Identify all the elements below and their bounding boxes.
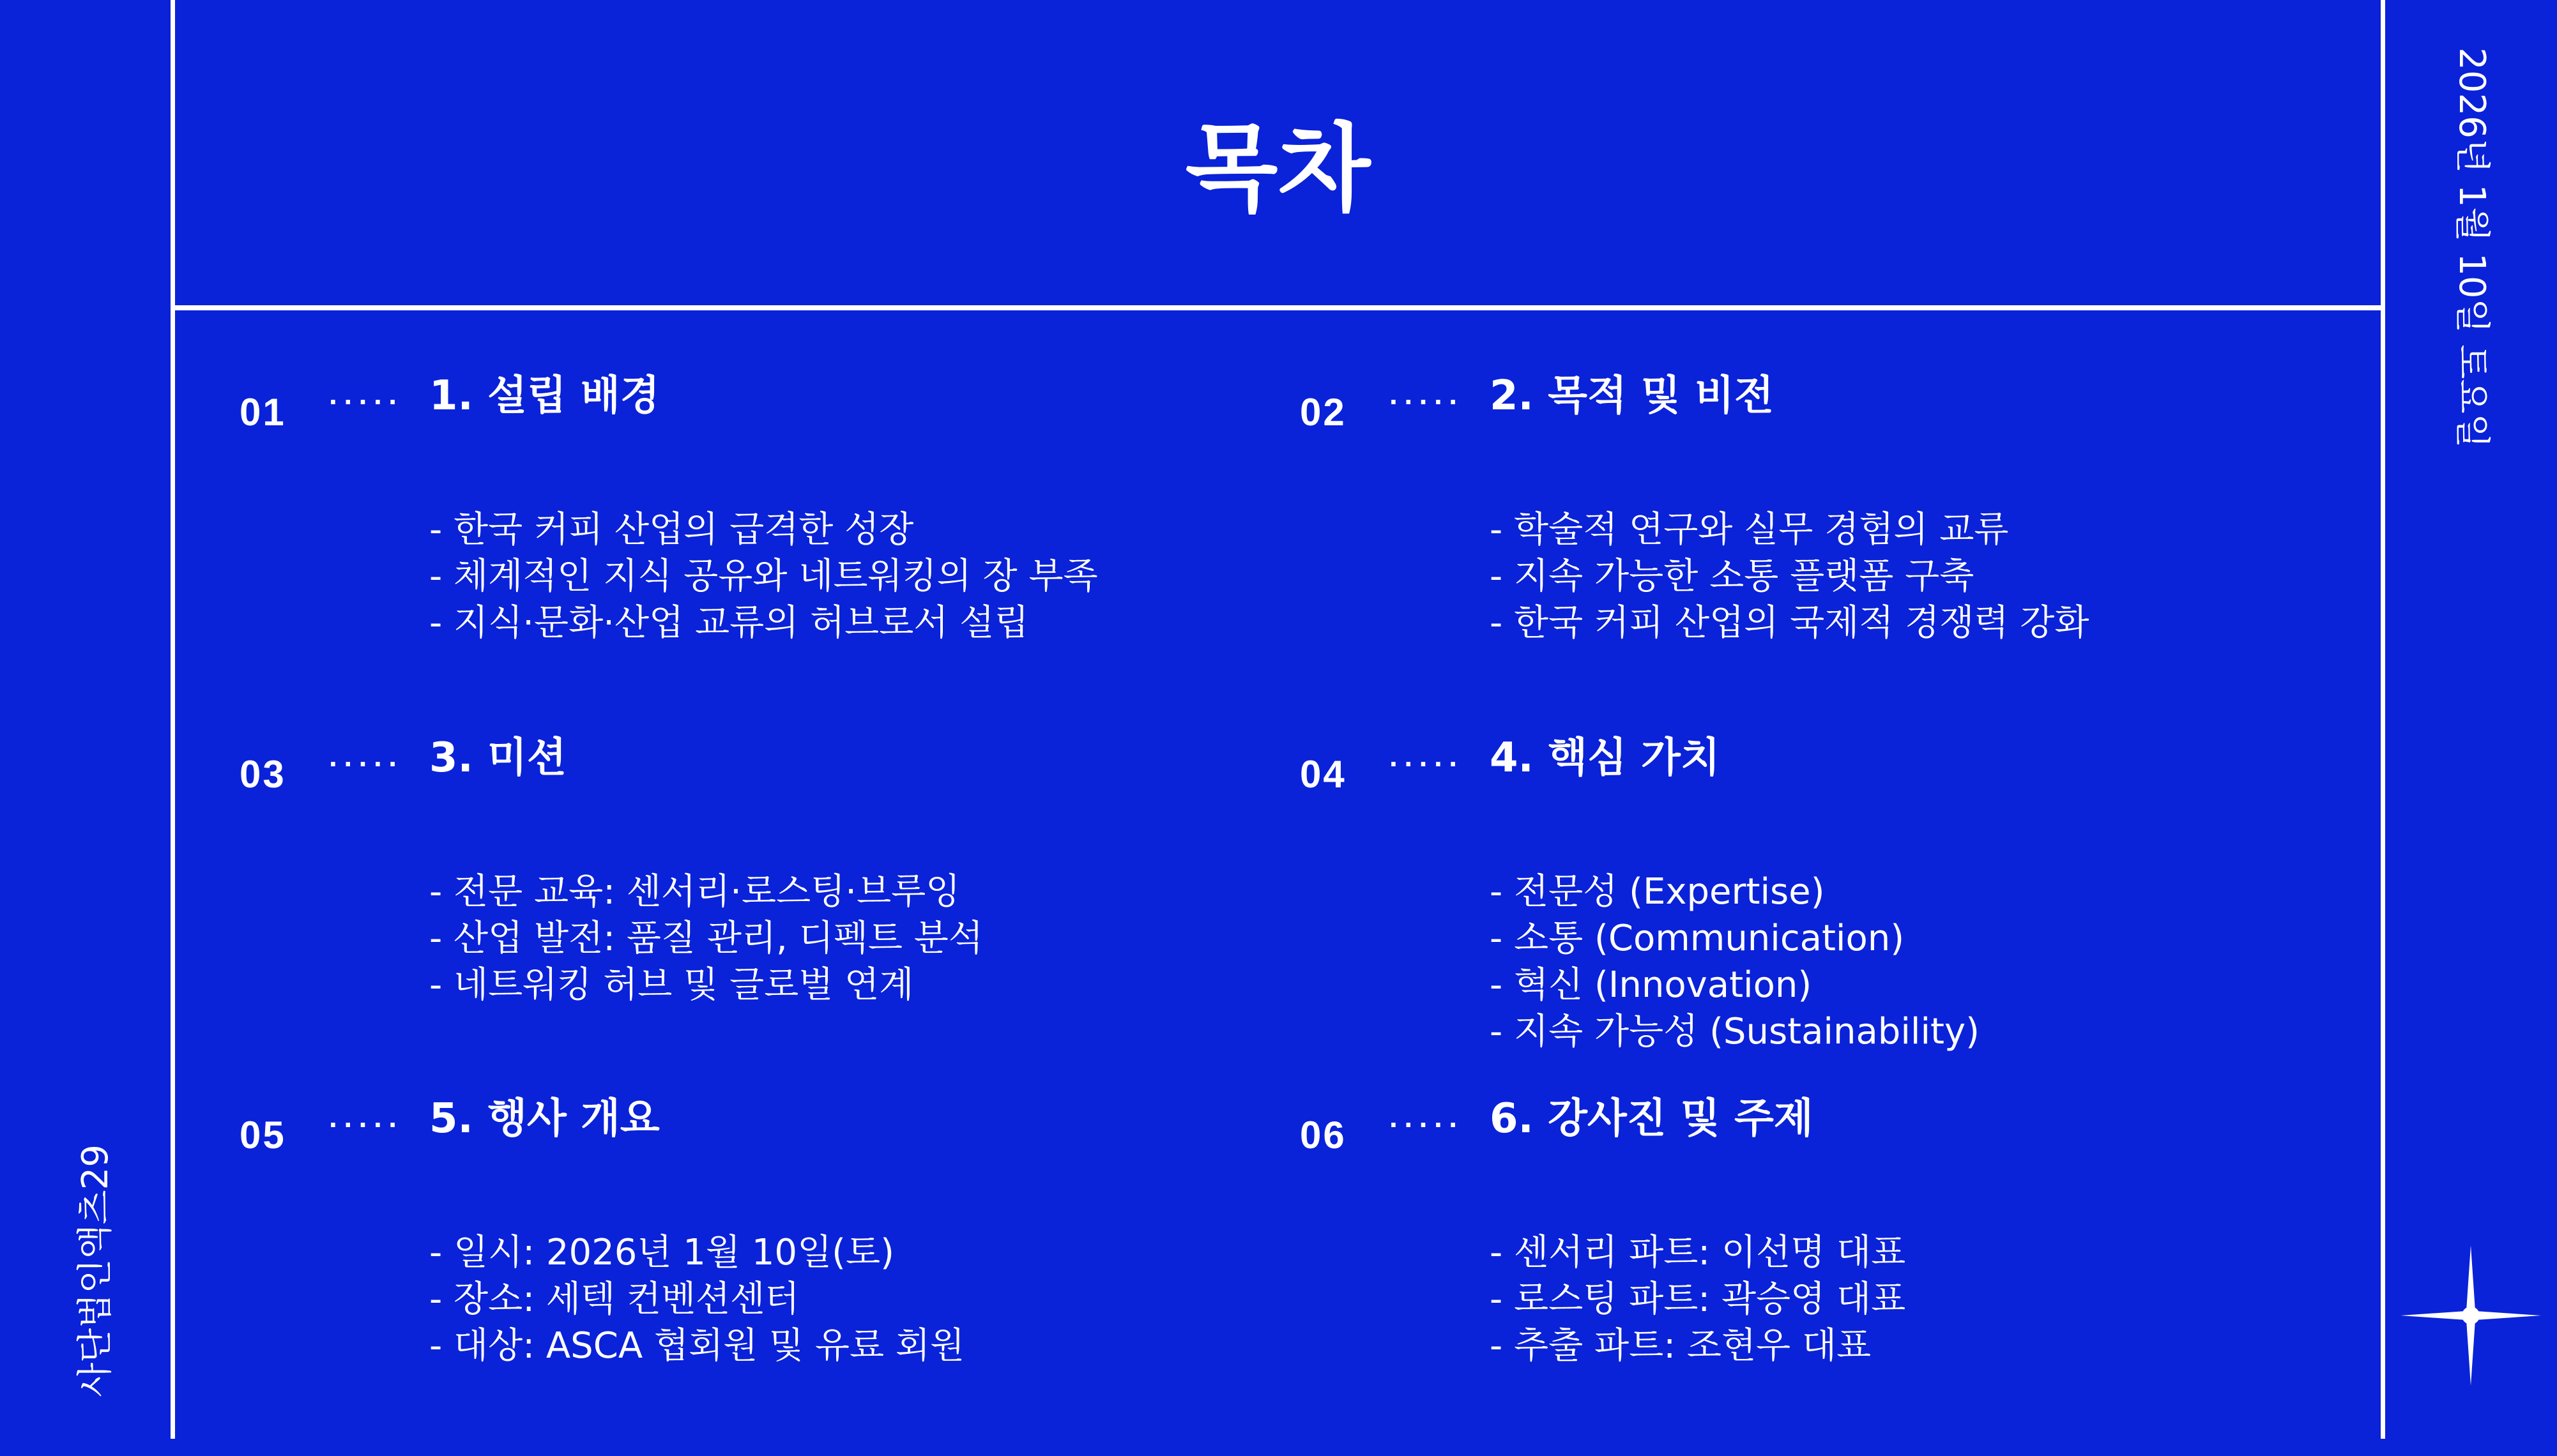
list-item: - 대상: ASCA 협회원 및 유료 회원 [429, 1325, 965, 1367]
list-item: - 체계적인 지식 공유와 네트워킹의 장 부족 [429, 556, 1098, 597]
leader-dots: ····· [1389, 385, 1464, 418]
toc-section-6 [1300, 1095, 2258, 1456]
section-heading: 2. 목적 및 비전 [1490, 372, 1774, 420]
section-number: 02 [1300, 391, 1347, 434]
list-item: - 소통 (Communication) [1490, 918, 1905, 959]
leader-dots: ····· [1389, 747, 1464, 780]
section-heading: 3. 미션 [429, 734, 567, 782]
toc-section-4 [1300, 734, 2258, 1095]
sparkle-star-icon [2401, 1245, 2541, 1386]
list-item: - 혁신 (Innovation) [1490, 964, 1812, 1006]
list-item: - 한국 커피 산업의 국제적 경쟁력 강화 [1490, 602, 2089, 644]
list-item: - 장소: 세텍 컨벤션센터 [429, 1278, 800, 1320]
toc-section-5 [240, 1095, 1198, 1456]
list-item: - 네트워킹 허브 및 글로벌 연계 [429, 964, 914, 1006]
section-number: 06 [1300, 1114, 1347, 1156]
list-item: - 센서리 파트: 이선명 대표 [1490, 1232, 1906, 1273]
list-item: - 한국 커피 산업의 급격한 성장 [429, 509, 914, 550]
list-item: - 로스팅 파트: 곽승영 대표 [1490, 1278, 1906, 1320]
section-number: 01 [240, 391, 286, 434]
list-item: - 추출 파트: 조현우 대표 [1490, 1325, 1872, 1367]
section-items [1490, 868, 1980, 1055]
title-divider-line [171, 305, 2385, 310]
section-items [429, 868, 983, 1008]
left-divider-line [171, 0, 175, 1439]
list-item: - 지속 가능성 (Sustainability) [1490, 1011, 1980, 1052]
leader-dots: ····· [329, 747, 404, 780]
list-item: - 지식·문화·산업 교류의 허브로서 설립 [429, 602, 1029, 644]
section-number: 05 [240, 1114, 286, 1156]
section-items [1490, 1229, 1905, 1369]
section-heading: 1. 설립 배경 [429, 372, 660, 420]
list-item: - 전문 교육: 센서리·로스팅·브루잉 [429, 871, 961, 913]
organization-name: 사단법인액츠29 [75, 1144, 116, 1397]
section-heading: 6. 강사진 및 주제 [1490, 1095, 1813, 1142]
list-item: - 산업 발전: 품질 관리, 디펙트 분석 [429, 918, 983, 959]
page-title: 목차 [1185, 114, 1371, 225]
section-number: 04 [1300, 753, 1347, 796]
leader-dots: ····· [329, 385, 404, 418]
list-item: - 학술적 연구와 실무 경험의 교류 [1490, 509, 2009, 550]
section-items [429, 506, 1098, 646]
list-item: - 전문성 (Expertise) [1490, 871, 1825, 913]
list-item: - 지속 가능한 소통 플랫폼 구축 [1490, 556, 1974, 597]
section-heading: 5. 행사 개요 [429, 1095, 660, 1142]
leader-dots: ····· [329, 1108, 404, 1141]
event-date: 2026년 1월 10일 토요일 [2451, 47, 2492, 448]
section-heading: 4. 핵심 가치 [1490, 734, 1720, 782]
leader-dots: ····· [1389, 1108, 1464, 1141]
list-item: - 일시: 2026년 1월 10일(토) [429, 1232, 894, 1273]
toc-section-3 [240, 734, 1198, 1095]
toc-section-2 [1300, 372, 2258, 733]
section-items [429, 1229, 965, 1369]
right-divider-line [2381, 0, 2385, 1439]
section-items [1490, 506, 2089, 646]
toc-section-1 [240, 372, 1198, 733]
section-number: 03 [240, 753, 286, 796]
